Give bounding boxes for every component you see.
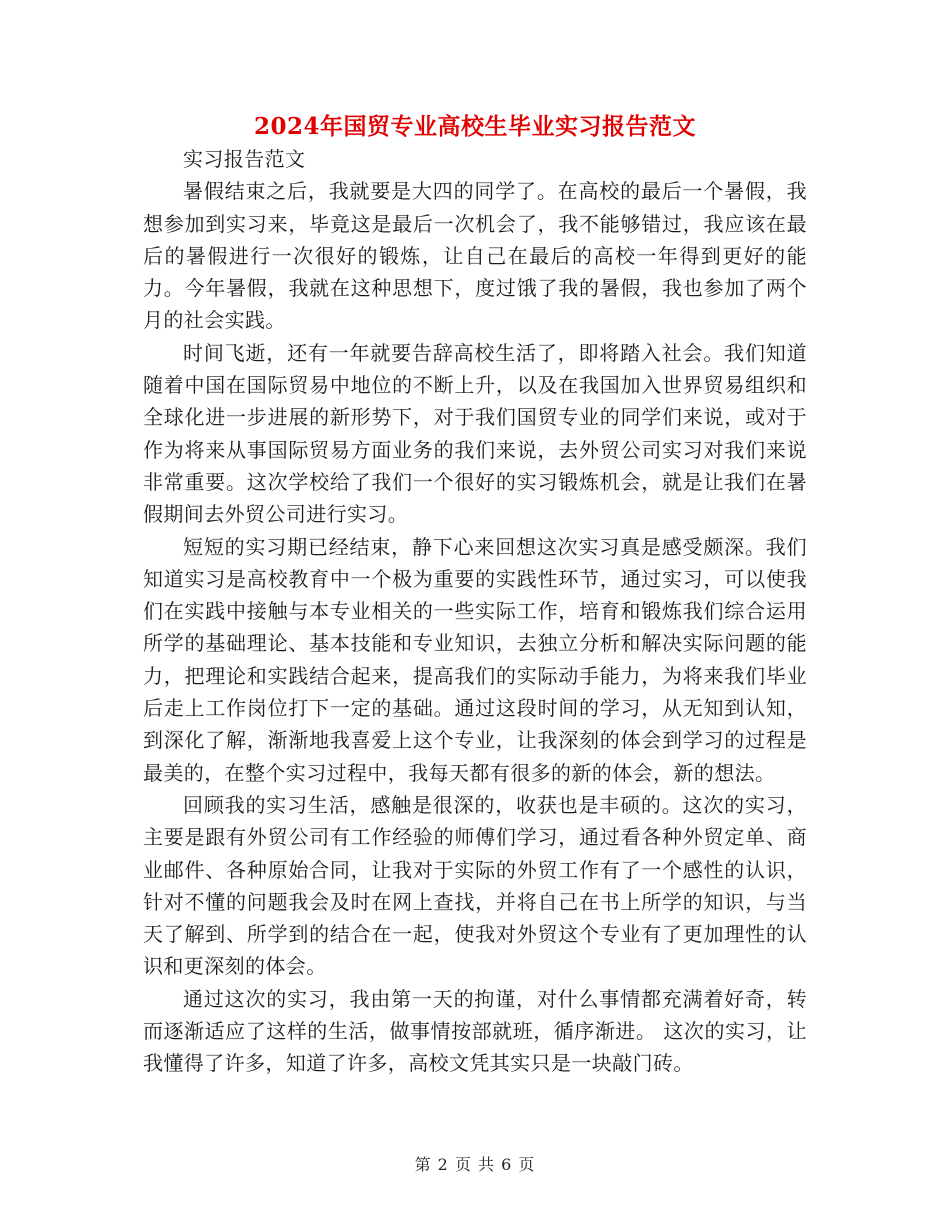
paragraph-heading: 实习报告范文 [183, 147, 306, 171]
page-number-footer: 第 2 页 共 6 页 [414, 1155, 536, 1174]
paragraph: 短短的实习期已经结束，静下心来回想这次实习真是感受颇深。我们知道实习是高校教育中一个极为重要的实践性环节，通过实习，可以使我们在实践中接触与本专业相关的一些实际工作，培育和锻炼我们综合运用所学的基础理论、基本技能和专业知识，去独立分析和解决实际问题的能力，把理论和实践结合起来，提高我们的实际动手能力，为将来我们毕业后走上工作岗位打下一定的基础。通过这段时间的学习，从无知到认知，到深化了解，渐渐地我喜爱上这个专业，让我深刻的体会到学习的过程是最美的，在整个实习过程中，我每天都有很多的新的体会，新的想法。 [143, 534, 807, 785]
paragraph: 回顾我的实习生活，感触是很深的，收获也是丰硕的。这次的实习，主要是跟有外贸公司有工作经验的师傅们学习，通过看各种外贸定单、商业邮件、各种原始合同，让我对于实际的外贸工作有了一个感性的认识，针对不懂的问题我会及时在网上查找，并将自己在书上所学的知识，与当天了解到、所学到的结合在一起，使我对外贸这个专业有了更加理性的认识和更深刻的体会。 [143, 792, 807, 979]
paragraph: 通过这次的实习，我由第一天的拘谨，对什么事情都充满着好奇，转而逐渐适应了这样的生活，做事情按部就班，循序渐进。 这次的实习，让我懂得了许多，知道了许多，高校文凭其实只是一块敲门砖。 [143, 986, 807, 1076]
document-body [143, 143, 807, 1080]
paragraph: 暑假结束之后，我就要是大四的同学了。在高校的最后一个暑假，我想参加到实习来，毕竟这是最后一次机会了，我不能够错过，我应该在最后的暑假进行一次很好的锻炼，让自己在最后的高校一年得到更好的能力。今年暑假，我就在这种思想下，度过饿了我的暑假，我也参加了两个月的社会实践。 [143, 179, 807, 333]
paragraph: 时间飞逝，还有一年就要告辞高校生活了，即将踏入社会。我们知道随着中国在国际贸易中地位的不断上升，以及在我国加入世界贸易组织和全球化进一步进展的新形势下，对于我们国贸专业的同学们来说，或对于作为将来从事国际贸易方面业务的我们来说，去外贸公司实习对我们来说非常重要。这次学校给了我们一个很好的实习锻炼机会，就是让我们在暑假期间去外贸公司进行实习。 [143, 340, 807, 527]
document-title: 2024年国贸专业高校生毕业实习报告范文 [253, 113, 696, 140]
